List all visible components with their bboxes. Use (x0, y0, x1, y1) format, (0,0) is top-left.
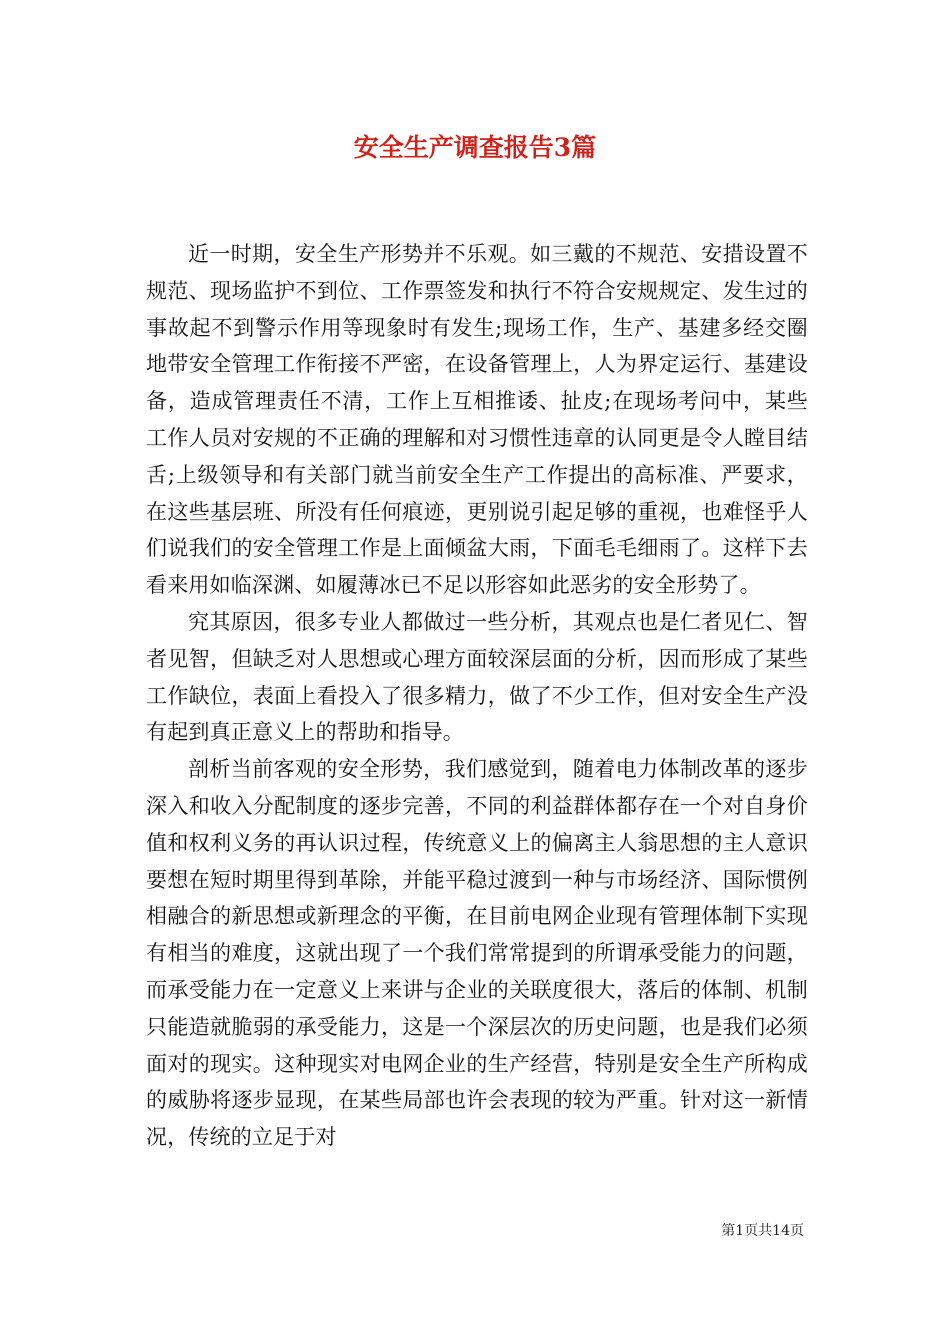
page-number-footer: 第1页共14页 (721, 1223, 804, 1239)
document-body (146, 236, 808, 1156)
paragraph-1: 近一时期，安全生产形势并不乐观。如三戴的不规范、安措设置不规范、现场监护不到位、工作票签发和执行不符合安规规定、发生过的事故起不到警示作用等现象时有发生;现场工作，生产、基建多经交圈地带安全管理工作衔接不严密，在设备管理上，人为界定运行、基建设备，造成管理责任不清，工作上互相推诿、扯皮;在现场考问中，某些工作人员对安规的不正确的理解和对习惯性违章的认同更是令人瞠目结舌;上级领导和有关部门就当前安全生产工作提出的高标准、严要求，在这些基层班、所没有任何痕迹，更别说引起足够的重视，也难怪乎人们说我们的安全管理工作是上面倾盆大雨，下面毛毛细雨了。这样下去看来用如临深渊、如履薄冰已不足以形容如此恶劣的安全形势了。 (146, 242, 808, 598)
paragraph-2: 究其原因，很多专业人都做过一些分析，其观点也是仁者见仁、智者见智，但缺乏对人思想或心理方面较深层面的分析，因而形成了某些工作缺位，表面上看投入了很多精力，做了不少工作，但对安全生产没有起到真正意义上的帮助和指导。 (146, 609, 808, 745)
paragraph-3: 剖析当前客观的安全形势，我们感觉到，随着电力体制改革的逐步深入和收入分配制度的逐步完善，不同的利益群体都存在一个对自身价值和权利义务的再认识过程，传统意义上的偏离主人翁思想的主人意识要想在短时期里得到革除，并能平稳过渡到一种与市场经济、国际惯例相融合的新思想或新理念的平衡，在目前电网企业现有管理体制下实现有相当的难度，这就出现了一个我们常常提到的所谓承受能力的问题，而承受能力在一定意义上来讲与企业的关联度很大，落后的体制、机制只能造就脆弱的承受能力，这是一个深层次的历史问题，也是我们必须面对的现实。这种现实对电网企业的生产经营，特别是安全生产所构成的威胁将逐步显现，在某些局部也许会表现的较为严重。针对这一新情况，传统的立足于对 (146, 757, 808, 1150)
document-title: 安全生产调查报告3篇 (353, 133, 597, 162)
